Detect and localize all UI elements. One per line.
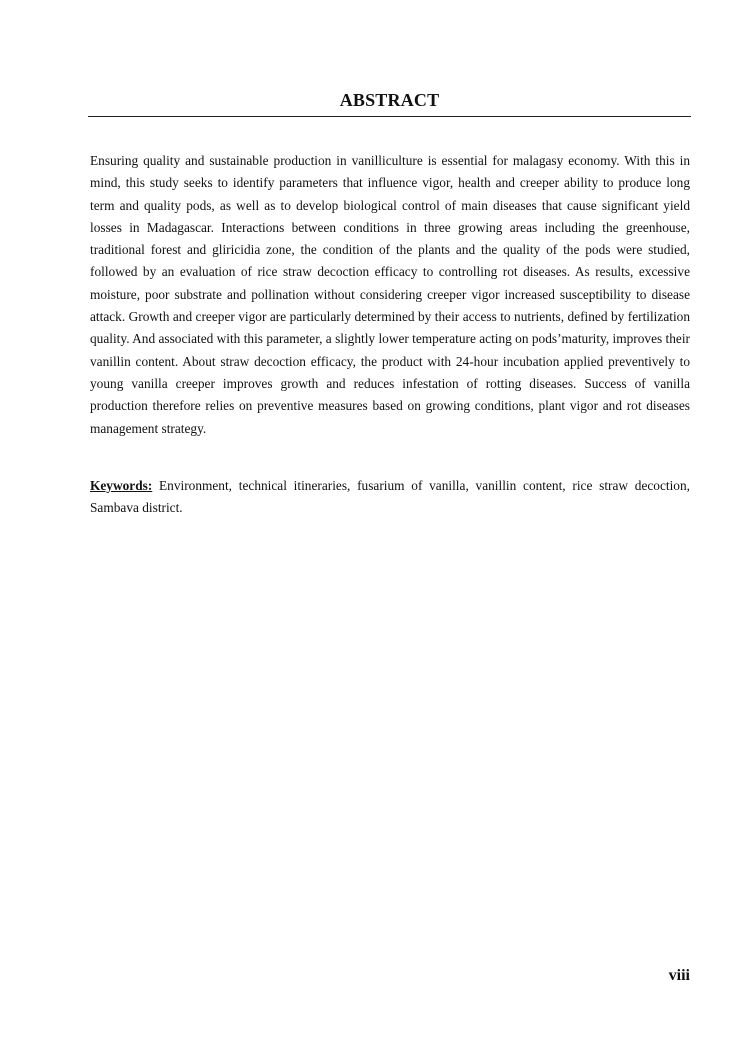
page-number: viii: [668, 967, 690, 984]
keywords-label: Keywords:: [90, 478, 153, 493]
heading-section: [88, 88, 691, 117]
page-title: ABSTRACT: [339, 90, 440, 110]
abstract-paragraph: Ensuring quality and sustainable production in vanilliculture is essential for malagasy economy. With this in mind, this study seeks to identify parameters that influence vigor, health and creeper ability to produce long term and quality pods, as well as to develop biological control of main diseases that cause significant yield losses in Madagascar. Interactions between conditions in three growing areas including the greenhouse, traditional forest and gliricidia zone, the condition of the plants and the quality of the pods were studied, followed by an evaluation of rice straw decoction efficacy to controlling rot diseases. As results, excessive moisture, poor substrate and pollination without considering creeper vigor increased susceptibility to disease attack. Growth and creeper vigor are particularly determined by their access to nutrients, defined by fertilization quality. And associated with this parameter, a slightly lower temperature acting on pods’maturity, improves their vanillin content. About straw decoction efficacy, the product with 24-hour incubation applied preventively to young vanilla creeper improves growth and reduces infestation of rotting diseases. Success of vanilla production therefore relies on preventive measures based on growing conditions, plant vigor and rot diseases management strategy.: [90, 153, 690, 436]
keywords-paragraph: [90, 475, 690, 520]
keywords-list: Environment, technical itineraries, fusarium of vanilla, vanillin content, rice straw decoction, Sambava district.: [90, 478, 690, 516]
